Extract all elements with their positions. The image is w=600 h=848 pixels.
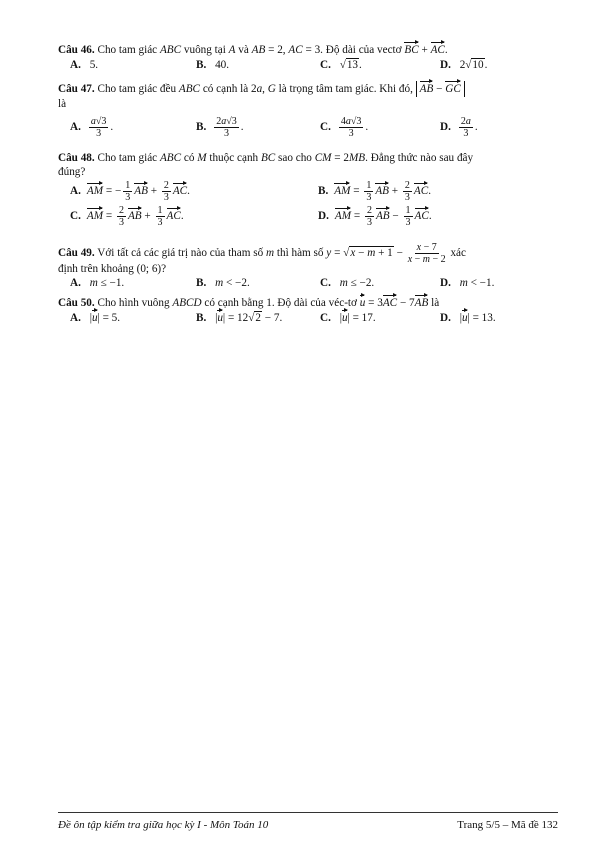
- question-49-continued: định trên khoảng (0; 6)?: [58, 263, 167, 275]
- question-number: Câu 47.: [58, 83, 95, 95]
- question-number: Câu 46.: [58, 44, 95, 56]
- option-b: B. 40.: [196, 59, 230, 71]
- question-49-options: [58, 276, 558, 290]
- question-number: Câu 48.: [58, 152, 95, 164]
- question-48-options-row2: [58, 205, 558, 229]
- question-50-options: [58, 311, 558, 325]
- question-47-continued: là: [58, 98, 67, 110]
- footer-title: Đề ôn tập kiểm tra giữa học kỳ I - Môn Toán 10: [58, 819, 269, 831]
- question-48: [58, 151, 558, 165]
- footer-divider: [58, 812, 558, 813]
- question-48-continued: đúng?: [58, 166, 86, 178]
- question-number: Câu 49.: [58, 247, 95, 260]
- question-text: Cho tam giác ABC vuông tại A và AB = 2, AC = 3. Độ dài của vectơ BC + AC.: [97, 44, 448, 56]
- option-d: D. $\frac{2a}{3}$ .: [440, 116, 478, 139]
- option-d: D. m < −1.: [440, 277, 495, 289]
- option-c: C. AM = $\frac{2}{3}$ AB + $\frac{1}{3}$ AC.: [70, 205, 184, 228]
- option-a: A. |u| = 5.: [70, 312, 121, 324]
- option-a: A. m ≤ −1.: [70, 277, 125, 289]
- question-text: Cho tam giác ABC có M thuộc cạnh BC sao cho CM = 2MB. Đẳng thức nào sau đây: [97, 152, 474, 164]
- option-a: A. 5.: [70, 59, 99, 71]
- option-b: B. $\frac{2a√3}{3}$ .: [196, 116, 244, 139]
- option-c: C. $\frac{4a√3}{3}$ .: [320, 116, 369, 139]
- footer-page-number: Trang 5/5 – Mã đề 132: [457, 819, 558, 831]
- option-c: C. m ≤ −2.: [320, 277, 375, 289]
- question-46: [58, 43, 558, 57]
- question-text: Cho tam giác đều ABC có cạnh là 2a, G là trọng tâm tam giác. Khi đó, AB − GC: [97, 83, 464, 95]
- option-c: C. √13.: [320, 59, 362, 71]
- question-47: [58, 81, 558, 97]
- option-b: B. AM = $\frac{1}{3}$ AB + $\frac{2}{3}$ AC.: [318, 180, 431, 203]
- option-d: D. |u| = 13.: [440, 312, 496, 324]
- option-b: B. m < −2.: [196, 277, 250, 289]
- question-50: [58, 296, 558, 310]
- option-d: D. 2√10.: [440, 59, 488, 71]
- option-a: A. AM = − $\frac{1}{3}$ AB + $\frac{2}{3}$ AC.: [70, 180, 190, 203]
- question-46-options: [58, 58, 558, 72]
- question-48-options-row1: [58, 180, 558, 204]
- question-text: Cho hình vuông ABCD có cạnh bằng 1. Độ dài của véc-tơ u = 3AC − 7AB là: [97, 297, 440, 309]
- question-47-options: [58, 116, 558, 142]
- option-b: B. |u| = 12√2 − 7.: [196, 312, 283, 324]
- option-a: A. $\frac{a√3}{3}$ .: [70, 116, 114, 139]
- option-d: D. AM = $\frac{2}{3}$ AB − $\frac{1}{3}$ AC.: [318, 205, 432, 228]
- question-number: Câu 50.: [58, 297, 95, 309]
- option-c: C. |u| = 17.: [320, 312, 376, 324]
- question-text: Với tất cả các giá trị nào của tham số m thì hàm số y = √x − m + 1 − $\frac{x - 7}{x - m - 2}$ xác: [97, 242, 466, 265]
